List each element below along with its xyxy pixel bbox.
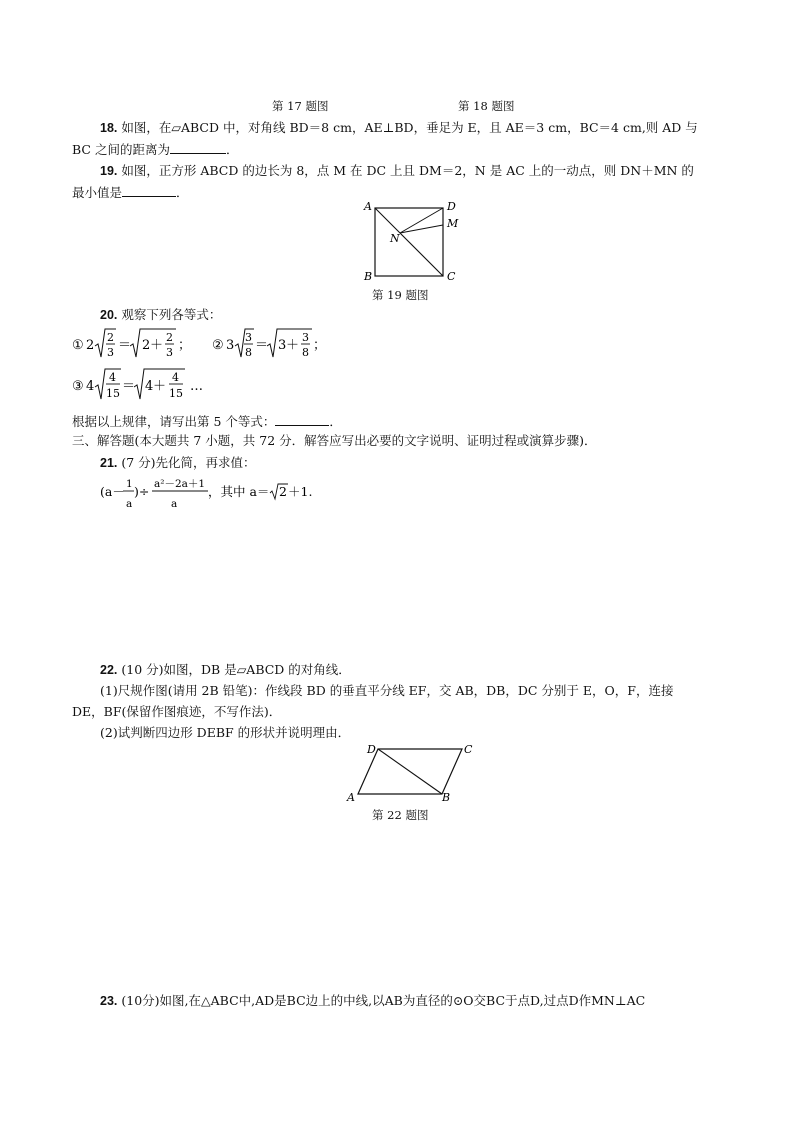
question-ask-text: 根据以上规律，请写出第 5 个等式： — [72, 414, 276, 429]
label-c: C — [464, 743, 473, 756]
answer-blank[interactable] — [170, 140, 226, 154]
label-a: A — [347, 791, 355, 804]
eq-end: ； — [178, 338, 192, 353]
question-23 — [100, 992, 645, 1010]
label-b: B — [442, 791, 451, 804]
q22-part2: (2)试判断四边形 DEBF 的形状并说明理由． — [100, 725, 351, 740]
frac-den: a — [171, 498, 178, 510]
label-n: N — [390, 232, 400, 245]
frac-den: 3 — [107, 346, 114, 359]
question-text-line2: 最小值是 — [72, 185, 123, 200]
plus: ＋ — [153, 379, 167, 394]
frac-den: 3 — [166, 346, 173, 359]
question-number: 19. — [100, 164, 118, 178]
question-text-line1: 如图，正方形 ABCD 的边长为 8，点 M 在 DC 上且 DM＝2，N 是 AC 上的一动点，则 DN＋MN 的 — [121, 163, 694, 178]
frac-den: a — [126, 498, 133, 510]
section-header: 三、解答题(本大题共 7 小题，共 72 分．解答应写出必要的文字说明、证明过程或演算步骤)． — [72, 433, 597, 448]
label-a: A — [364, 200, 372, 213]
frac-num: 1 — [126, 478, 133, 490]
question-text-line1: 如图，在▱ABCD 中，对角线 BD＝8 cm，AE⊥BD，垂足为 E，且 AE＝3 cm，BC＝4 cm,则 AD 与 — [121, 120, 698, 135]
equation-3 — [72, 366, 232, 406]
eq-mark: ③ — [72, 379, 84, 394]
label-d: D — [447, 200, 456, 213]
eq-end: ； — [313, 338, 327, 353]
label-b: B — [364, 270, 373, 283]
expr-part: (a－ — [100, 484, 125, 499]
eq-coef: 3 — [226, 338, 235, 353]
label-d: D — [367, 743, 376, 756]
eq-coef: 4 — [86, 379, 95, 394]
equation-1 — [72, 326, 192, 364]
question-22 — [100, 661, 351, 679]
eq-mark: ② — [212, 338, 224, 353]
fig22-caption: 第 22 题图 — [372, 808, 429, 822]
question-text-line2: BC 之间的距离为 — [72, 142, 170, 157]
question-18-line2: BC 之间的距离为 ． — [72, 142, 239, 157]
question-19 — [100, 162, 694, 180]
frac-num: 3 — [245, 331, 252, 344]
plus: ＋ — [150, 338, 164, 353]
rhs-int: 4 — [145, 379, 154, 394]
frac-den: 8 — [245, 346, 252, 359]
question-20 — [100, 306, 221, 324]
eq-mark: ① — [72, 338, 84, 353]
frac-num: a²－2a＋1 — [154, 478, 206, 490]
svg-text:＝: ＝ — [118, 338, 132, 353]
question-number: 20. — [100, 308, 118, 322]
question-stem: 观察下列各等式： — [121, 307, 222, 322]
figure-19-square — [360, 198, 460, 282]
frac-num: 2 — [107, 331, 114, 344]
figure-22-parallelogram — [342, 740, 477, 804]
expr-part: ＋1. — [288, 484, 313, 499]
rhs-int: 3 — [278, 338, 287, 353]
question-21 — [100, 454, 256, 472]
question-stem: (10 分)如图，DB 是▱ABCD 的对角线． — [121, 662, 351, 677]
question-number: 18. — [100, 121, 118, 135]
fig18-caption: 第 18 题图 — [458, 99, 515, 113]
question-number: 23. — [100, 994, 118, 1008]
answer-blank[interactable] — [122, 183, 176, 197]
frac-num: 3 — [302, 331, 309, 344]
question-20-ask: 根据以上规律，请写出第 5 个等式： ． — [72, 414, 342, 429]
frac-num: 4 — [109, 371, 116, 384]
diagonal-ac — [375, 208, 443, 276]
frac-den: 15 — [169, 387, 183, 400]
question-stem: (7 分)先化简，再求值： — [121, 455, 256, 470]
label-c: C — [447, 270, 456, 283]
q21-expression — [100, 474, 330, 514]
frac-num: 4 — [172, 371, 179, 384]
q22-part1-line1: (1)尺规作图(请用 2B 铅笔)：作线段 BD 的垂直平分线 EF，交 AB，DB，DC 分别于 E，O，F，连接 — [100, 683, 674, 698]
question-18 — [100, 119, 698, 137]
q22-part1-line2: DE，BF(保留作图痕迹，不写作法)． — [72, 704, 282, 719]
fig17-caption: 第 17 题图 — [272, 99, 329, 113]
expr-part: )÷ — [134, 484, 150, 499]
svg-text:＝: ＝ — [255, 338, 269, 353]
expr-part: ，其中 a＝ — [208, 484, 270, 499]
plus: ＋ — [286, 338, 300, 353]
radicand: 2 — [279, 484, 287, 499]
fig19-caption: 第 19 题图 — [372, 288, 429, 302]
diagonal-db — [378, 749, 442, 794]
question-number: 21. — [100, 456, 118, 470]
answer-blank[interactable] — [275, 412, 329, 426]
frac-num: 2 — [166, 331, 173, 344]
frac-den: 15 — [106, 387, 120, 400]
svg-text:＝: ＝ — [122, 379, 136, 394]
rhs-int: 2 — [142, 338, 151, 353]
frac-den: 8 — [302, 346, 309, 359]
label-m: M — [447, 217, 459, 230]
eq-coef: 2 — [86, 338, 95, 353]
equation-2 — [212, 326, 327, 364]
eq-end: … — [190, 379, 203, 394]
question-19-line2: 最小值是 ． — [72, 185, 189, 200]
question-text: (10分)如图,在△ABC中,AD是BC边上的中线,以AB为直径的⊙O交BC于点D,过点D作MN⊥AC — [121, 993, 646, 1008]
question-number: 22. — [100, 663, 118, 677]
